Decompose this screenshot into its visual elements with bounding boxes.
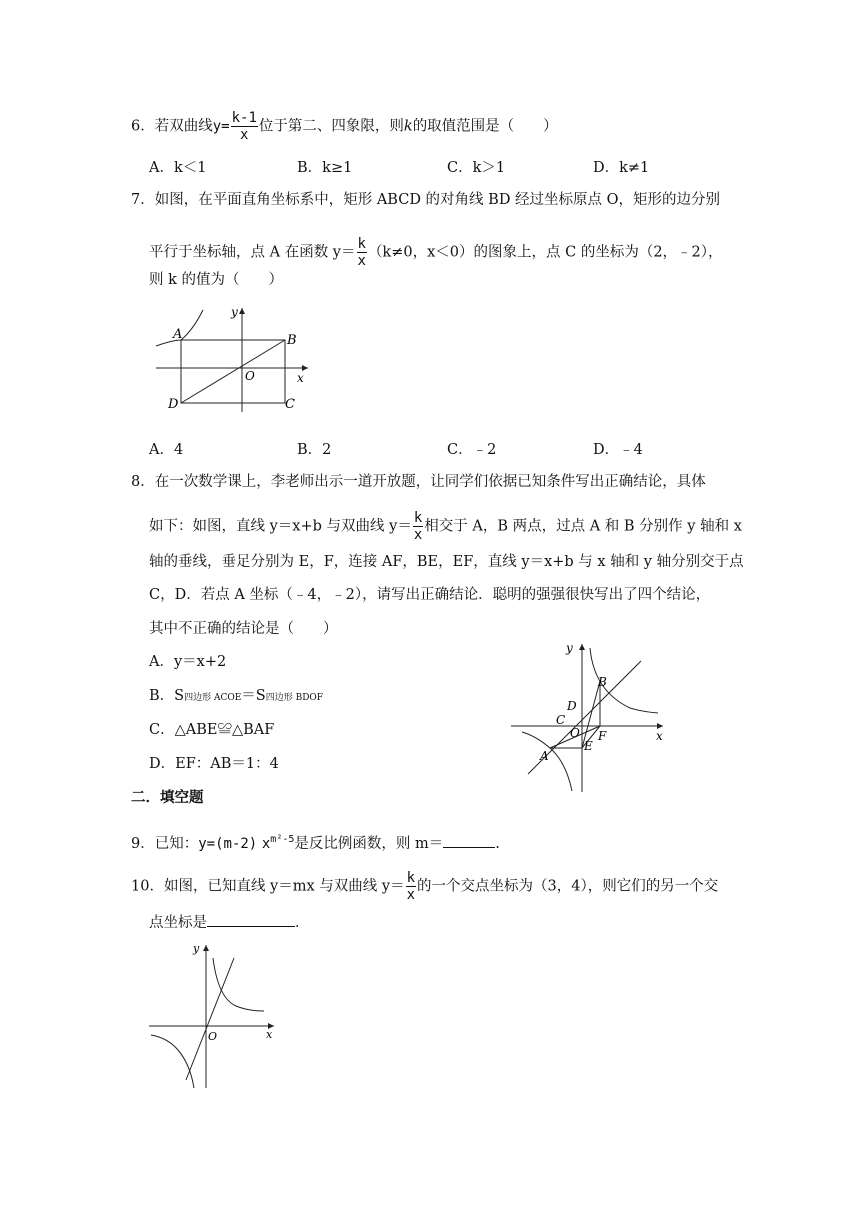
q6-y-eq: y= <box>212 118 230 135</box>
q8-line-1: 8．在一次数学课上，李老师出示一道开放题，让同学们依据已知条件写出正确结论，具体 <box>131 474 706 490</box>
q8-y-arrow-icon <box>579 644 585 650</box>
q7-label-a: A <box>173 327 183 342</box>
q8-label-e: E <box>584 739 593 753</box>
q9-exponent: m²-5 <box>270 834 295 845</box>
q6-number: 6． <box>131 118 155 135</box>
q10-line1-post: 的一个交点坐标为（3，4），则它们的另一个交 <box>417 878 719 895</box>
q7-frac-den: x <box>357 253 366 269</box>
q7-fraction <box>357 236 367 269</box>
q8-optb-sub2: 四边形 BDOF <box>265 693 324 703</box>
q6-option-b: B．k≥1 <box>297 160 353 176</box>
q8-label-b: B <box>598 675 607 689</box>
q10-line2-end: ． <box>295 915 310 931</box>
q8-label-d: D <box>567 699 577 713</box>
q8-option-d: D．EF：AB＝1：4 <box>149 756 279 772</box>
q6-k: k <box>403 118 413 135</box>
q8-fraction <box>413 510 423 543</box>
q10-answer-blank <box>207 912 295 927</box>
q7-label-d: D <box>168 397 179 412</box>
q7-option-b: B．2 <box>297 442 332 458</box>
question-9 <box>131 830 500 854</box>
q8-label-y: y <box>566 641 573 655</box>
q6-text-post: 位于第二、四象限，则 <box>258 118 404 135</box>
q6-frac-num: k-1 <box>231 110 257 126</box>
q9-pre: 9．已知： <box>131 835 199 852</box>
q7-line-2 <box>149 236 723 269</box>
q7-line-1: 7．如图，在平面直角坐标系中，矩形 ABCD 的对角线 BD 经过坐标原点 O，矩形的边分别 <box>131 192 721 208</box>
q10-frac-den: x <box>406 887 416 903</box>
q7-option-c: C．﹣2 <box>447 442 497 458</box>
q8-line-3: 轴的垂线，垂足分别为 E，F，连接 AF，BE，EF，直线 y＝x+b 与 x 轴和 y 轴分别交于点 <box>149 554 744 570</box>
q7-line2-post: （k≠0，x＜0）的图象上，点 C 的坐标为（2，﹣2）， <box>367 244 723 261</box>
q9-expr: y=(m-2) <box>198 835 258 852</box>
section-heading-fill-in: 二．填空题 <box>131 789 204 806</box>
q8-option-b <box>149 686 323 708</box>
q7-frac-num: k <box>357 236 366 252</box>
q8-optb-sub1: 四边形 ACOE <box>184 693 242 703</box>
q8-label-f: F <box>598 729 607 743</box>
q6-text-pre: 若双曲线 <box>154 118 213 135</box>
q10-line-1 <box>131 870 718 903</box>
q7-label-b: B <box>287 333 297 348</box>
q8-label-x: x <box>656 729 663 743</box>
q7-option-d: D．﹣4 <box>593 442 643 458</box>
q8-line-2 <box>149 510 742 543</box>
q7-option-a: A．4 <box>149 442 184 458</box>
q10-frac-num: k <box>406 870 416 886</box>
q6-frac-den: x <box>240 127 249 143</box>
q6-fraction <box>231 110 258 143</box>
q8-frac-den: x <box>413 527 423 543</box>
q8-line-4: C，D．若点 A 坐标（﹣4，﹣2），请写出正确结论．聪明的强强很快写出了四个结论， <box>149 587 711 603</box>
q8-label-c: C <box>556 713 566 727</box>
q10-hyperbola-branch-2 <box>151 1035 194 1088</box>
q8-option-c: C．△ABE≌△BAF <box>149 722 275 738</box>
question-6 <box>131 110 558 143</box>
q9-end: . <box>495 835 500 852</box>
q6-option-d: D．k≠1 <box>593 160 650 176</box>
q10-fraction <box>406 870 416 903</box>
q9-post: 是反比例函数，则 m＝ <box>294 835 444 852</box>
q7-diagonal-bd <box>181 340 285 403</box>
q9-base: x <box>261 835 271 852</box>
q10-label-o: O <box>208 1030 218 1043</box>
q8-line2-post: 相交于 A，B 两点，过点 A 和 B 分别作 y 轴和 x <box>424 518 742 535</box>
q7-figure <box>148 300 318 415</box>
q7-y-arrow-icon <box>239 308 245 314</box>
q10-label-y: y <box>193 942 200 955</box>
q8-label-a: A <box>540 749 549 763</box>
q10-hyperbola-branch-1 <box>213 958 264 1011</box>
q6-option-c: C．k＞1 <box>447 160 506 176</box>
q10-figure <box>146 940 281 1092</box>
q6-text-tail: 的取值范围是（ ） <box>412 118 558 135</box>
q8-line2-pre: 如下：如图，直线 y＝x+b 与双曲线 y＝ <box>149 518 412 535</box>
q7-label-o: O <box>245 369 255 383</box>
q7-line-3: 则 k 的值为（ ） <box>149 272 284 288</box>
q7-line2-pre: 平行于坐标轴，点 A 在函数 y＝ <box>149 244 356 261</box>
q8-line-5: 其中不正确的结论是（ ） <box>149 621 338 637</box>
q10-y-arrow-icon <box>203 945 209 951</box>
q8-optb-mid: ＝S <box>241 688 266 704</box>
q7-label-y: y <box>231 305 238 319</box>
q10-line1-pre: 10．如图，已知直线 y＝mx 与双曲线 y＝ <box>131 878 405 895</box>
q10-line-2 <box>149 912 310 933</box>
q7-label-c: C <box>285 397 295 412</box>
q10-line2-pre: 点坐标是 <box>149 915 207 931</box>
q8-label-o: O <box>570 726 580 740</box>
q8-frac-num: k <box>413 510 423 526</box>
q10-label-x: x <box>266 1028 273 1041</box>
q8-optb-pre: B．S <box>149 688 185 704</box>
q8-figure <box>508 636 670 796</box>
q7-label-x: x <box>297 371 304 385</box>
q6-option-a: A．k＜1 <box>149 160 207 176</box>
q8-option-a: A．y＝x+2 <box>149 654 227 670</box>
q9-answer-blank <box>443 833 495 848</box>
q10-line-mx <box>186 958 234 1080</box>
